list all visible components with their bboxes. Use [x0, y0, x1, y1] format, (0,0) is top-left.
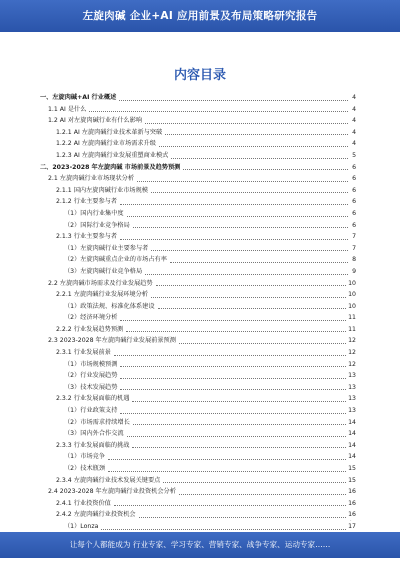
table-of-contents [40, 92, 356, 544]
toc-entry-title: 2.2.1 左旋肉碱行业发展环境分析 [56, 289, 149, 301]
toc-page-number: 6 [350, 185, 356, 197]
toc-leader-dots [183, 168, 348, 170]
toc-entry-title: 一、左旋肉碱+AI 行业概述 [40, 92, 117, 104]
toc-leader-dots [114, 504, 346, 506]
toc-entry-title: 2.1.1 国内左旋肉碱行业市场规模 [56, 185, 149, 197]
toc-entry-title: 1.2.2 AI 左旋肉碱行业市场需求升级 [56, 138, 157, 150]
toc-entry[interactable] [40, 335, 356, 347]
toc-entry-title: （3）技术发展趋势 [64, 382, 118, 394]
toc-leader-dots [114, 354, 346, 356]
toc-leader-dots [127, 435, 347, 437]
toc-entry-title: （2）行业发展趋势 [64, 370, 118, 382]
toc-leader-dots [108, 458, 346, 460]
toc-page-number: 6 [350, 162, 356, 174]
toc-leader-dots [120, 319, 346, 321]
toc-entry[interactable] [40, 509, 356, 521]
toc-entry[interactable] [40, 173, 356, 185]
toc-entry-title: 2.2 左旋肉碱市场需求及行业发展趋势 [48, 278, 154, 290]
toc-entry-title: 2.3.3 行业发展面临的挑战 [56, 440, 130, 452]
toc-page-number: 11 [348, 324, 356, 336]
toc-page-number: 4 [350, 104, 356, 116]
toc-entry-title: 2.2.2 行业发展趋势预测 [56, 324, 124, 336]
toc-entry[interactable] [40, 254, 356, 266]
toc-page-number: 6 [350, 173, 356, 185]
toc-leader-dots [151, 296, 346, 298]
toc-leader-dots [120, 412, 346, 414]
toc-leader-dots [165, 133, 348, 135]
toc-page-number: 14 [348, 440, 356, 452]
toc-page-number: 4 [350, 138, 356, 150]
toc-page-number: 8 [350, 254, 356, 266]
toc-page-number: 6 [350, 196, 356, 208]
toc-entry[interactable] [40, 243, 356, 255]
toc-entry[interactable] [40, 127, 356, 139]
toc-page-number: 5 [350, 150, 356, 162]
toc-page-number: 7 [350, 231, 356, 243]
toc-entry-title: 2.3 2023-2028 年左旋肉碱行业发展前景预测 [48, 335, 177, 347]
toc-entry[interactable] [40, 115, 356, 127]
toc-page-number: 4 [350, 115, 356, 127]
toc-entry-title: 2.1 左旋肉碱行业市场现状分析 [48, 173, 135, 185]
toc-entry[interactable] [40, 440, 356, 452]
toc-page-number: 4 [350, 92, 356, 104]
toc-entry[interactable] [40, 451, 356, 463]
toc-page-number: 15 [348, 463, 356, 475]
toc-page-number: 13 [348, 393, 356, 405]
toc-leader-dots [145, 273, 348, 275]
toc-entry[interactable] [40, 104, 356, 116]
toc-page-number: 16 [348, 509, 356, 521]
toc-leader-dots [120, 388, 346, 390]
toc-entry-title: （2）左旋肉碱重点企业的市场占有率 [64, 254, 168, 266]
toc-leader-dots [132, 446, 346, 448]
toc-entry[interactable] [40, 278, 356, 290]
toc-entry-title: （1）行业政策支持 [64, 405, 118, 417]
toc-entry[interactable] [40, 382, 356, 394]
report-title: 左旋肉碱 企业+AI 应用前景及布局策略研究报告 [82, 10, 318, 22]
toc-entry[interactable] [40, 428, 356, 440]
toc-entry-title: （2）经济环境分析 [64, 312, 118, 324]
toc-entry[interactable] [40, 162, 356, 174]
toc-page-number: 16 [348, 498, 356, 510]
toc-entry[interactable] [40, 220, 356, 232]
toc-leader-dots [108, 470, 346, 472]
toc-page-number: 7 [350, 243, 356, 255]
toc-page-number: 10 [348, 301, 356, 313]
toc-page-number: 12 [348, 359, 356, 371]
toc-entry-title: （1）市场规模预测 [64, 359, 118, 371]
toc-entry-title: （3）国内外合作交流 [64, 428, 125, 440]
toc-entry-title: 2.4.2 左旋肉碱行业投资机会 [56, 509, 137, 521]
toc-entry[interactable] [40, 208, 356, 220]
toc-leader-dots [127, 215, 348, 217]
toc-leader-dots [159, 145, 348, 147]
toc-leader-dots [179, 342, 346, 344]
toc-entry-title: （2）技术瓶颈 [64, 463, 106, 475]
toc-page-number: 10 [348, 289, 356, 301]
toc-entry-title: （1）国内行业集中度 [64, 208, 125, 220]
toc-leader-dots [132, 400, 346, 402]
toc-page-number: 4 [350, 127, 356, 139]
toc-entry[interactable] [40, 312, 356, 324]
toc-leader-dots [133, 226, 348, 228]
toc-entry[interactable] [40, 498, 356, 510]
toc-entry-title: 2.3.4 左旋肉碱行业技术发展关键要点 [56, 475, 161, 487]
toc-leader-dots [151, 191, 348, 193]
toc-leader-dots [126, 330, 346, 332]
toc-page-number: 17 [348, 521, 356, 533]
toc-leader-dots [163, 481, 346, 483]
toc-page-number: 11 [348, 312, 356, 324]
toc-page-number: 14 [348, 428, 356, 440]
toc-entry-title: （2）市场需求持续增长 [64, 417, 131, 429]
footer-slogan: 让每个人都能成为 行业专家、学习专家、营销专家、战争专家、运动专家…… [69, 540, 331, 549]
toc-leader-dots [158, 307, 347, 309]
toc-page-number: 14 [348, 417, 356, 429]
toc-entry[interactable] [40, 393, 356, 405]
toc-page-number: 13 [348, 370, 356, 382]
toc-leader-dots [156, 284, 347, 286]
toc-entry[interactable] [40, 138, 356, 150]
toc-leader-dots [179, 493, 346, 495]
toc-entry-title: 1.2.1 AI 左旋肉碱行业技术革新与突破 [56, 127, 163, 139]
toc-entry-title: 2.3.1 行业发展前景 [56, 347, 112, 359]
toc-entry[interactable] [40, 92, 356, 104]
toc-page-number: 16 [348, 486, 356, 498]
toc-page-number: 12 [348, 347, 356, 359]
toc-entry[interactable] [40, 150, 356, 162]
toc-leader-dots [133, 423, 346, 425]
toc-page-number: 13 [348, 382, 356, 394]
toc-entry[interactable] [40, 417, 356, 429]
toc-page-number: 6 [350, 220, 356, 232]
toc-entry[interactable] [40, 475, 356, 487]
toc-page-number: 14 [348, 451, 356, 463]
toc-entry[interactable] [40, 185, 356, 197]
toc-entry-title: 2.1.2 行业主要参与者 [56, 196, 118, 208]
toc-leader-dots [120, 377, 346, 379]
toc-page-number: 10 [348, 278, 356, 290]
toc-entry-title: （1）Lonza [64, 521, 99, 533]
toc-leader-dots [119, 99, 348, 101]
toc-leader-dots [137, 180, 348, 182]
toc-entry-title: 1.2.3 AI 左旋肉碱行业发展重塑商业模式 [56, 150, 169, 162]
toc-entry-title: （1）政策法规、标准化体系建设 [64, 301, 156, 313]
toc-entry[interactable] [40, 370, 356, 382]
toc-heading: 内容目录 [173, 68, 226, 83]
toc-entry[interactable] [40, 463, 356, 475]
toc-entry-title: 2.4.1 行业投资价值 [56, 498, 112, 510]
toc-entry-title: 1.2 AI 对左旋肉碱行业有什么影响 [48, 115, 143, 127]
toc-page-number: 9 [350, 266, 356, 278]
toc-page-number: 15 [348, 475, 356, 487]
toc-entry[interactable] [40, 521, 356, 533]
toc-entry-title: （1）市场竞争 [64, 451, 106, 463]
toc-entry[interactable] [40, 231, 356, 243]
toc-entry[interactable] [40, 324, 356, 336]
toc-entry[interactable] [40, 405, 356, 417]
toc-entry[interactable] [40, 301, 356, 313]
header-banner [0, 0, 400, 32]
toc-entry-title: （3）左旋肉碱行业竞争格局 [64, 266, 143, 278]
toc-leader-dots [139, 516, 347, 518]
toc-page-number: 12 [348, 335, 356, 347]
toc-entry[interactable] [40, 196, 356, 208]
toc-leader-dots [120, 365, 346, 367]
toc-entry-title: 二、2023-2028 年左旋肉碱 市场前景及趋势预测 [40, 162, 181, 174]
toc-entry[interactable] [40, 486, 356, 498]
page-marker: · [350, 518, 352, 524]
toc-leader-dots [171, 157, 348, 159]
toc-entry[interactable] [40, 289, 356, 301]
toc-entry-title: 2.1.3 行业主要参与者 [56, 231, 118, 243]
toc-leader-dots [120, 238, 348, 240]
toc-leader-dots [145, 122, 348, 124]
toc-page-number: 13 [348, 405, 356, 417]
toc-entry-title: 2.3.2 行业发展面临的机遇 [56, 393, 130, 405]
toc-leader-dots [170, 261, 348, 263]
toc-entry-title: 2.4 2023-2028 年左旋肉碱行业投资机会分析 [48, 486, 177, 498]
toc-leader-dots [101, 528, 346, 530]
toc-leader-dots [89, 110, 348, 112]
toc-entry-title: 1.1 AI 是什么 [48, 104, 87, 116]
toc-entry-title: （1）左旋肉碱行业主要参与者 [64, 243, 149, 255]
footer-banner [0, 532, 400, 558]
toc-entry[interactable] [40, 359, 356, 371]
toc-page-number: 6 [350, 208, 356, 220]
toc-entry[interactable] [40, 347, 356, 359]
toc-leader-dots [151, 249, 348, 251]
toc-leader-dots [120, 203, 348, 205]
toc-entry[interactable] [40, 266, 356, 278]
toc-entry-title: （2）国际行业竞争格局 [64, 220, 131, 232]
